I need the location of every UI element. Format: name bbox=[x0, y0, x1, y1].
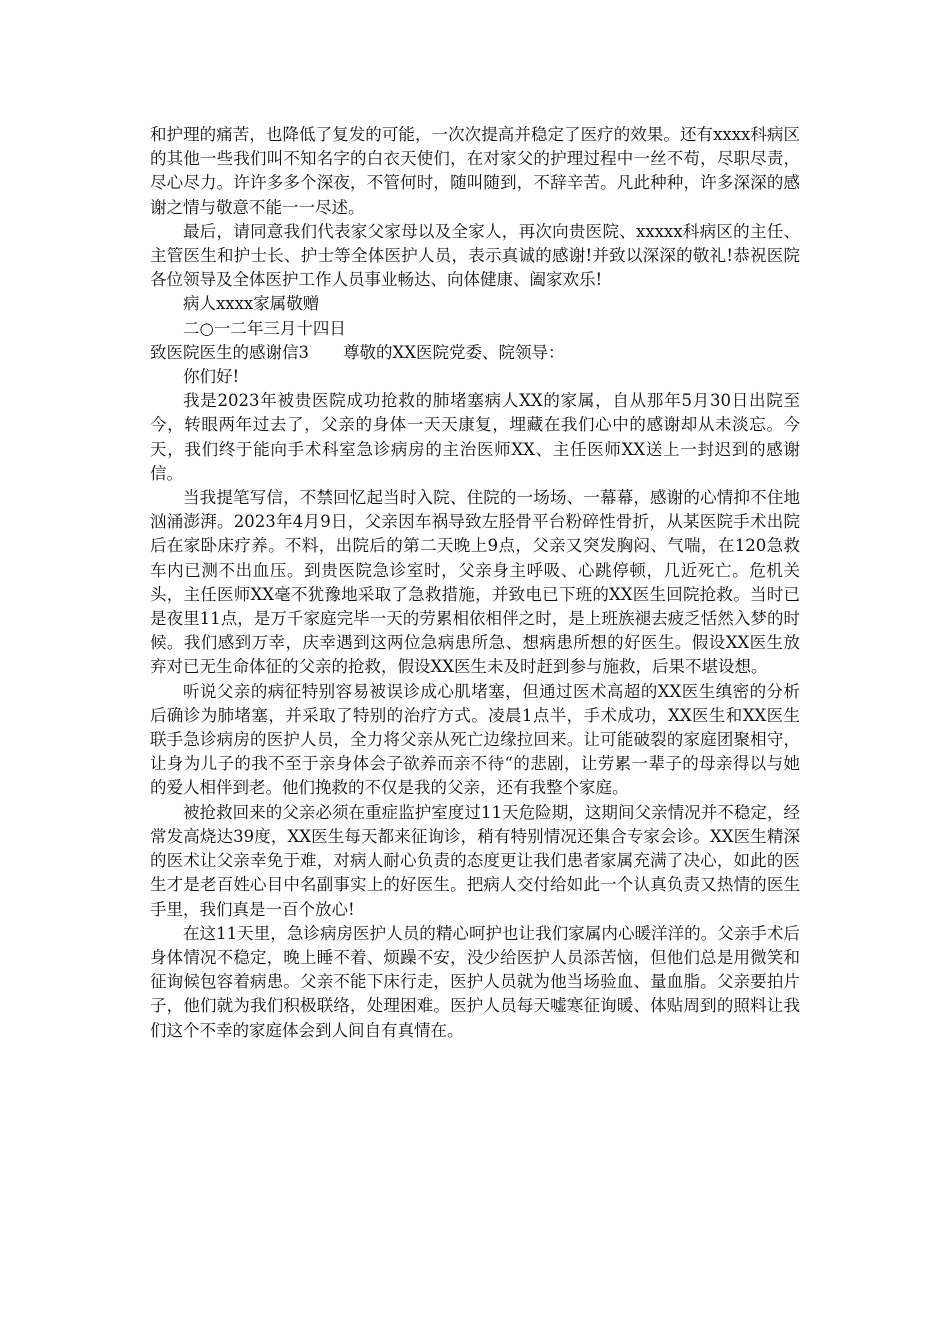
paragraph-rescue-story: 当我提笔写信，不禁回忆起当时入院、住院的一场场、一幕幕，感谢的心情抑不住地汹涌澎湃。2023年4月9日，父亲因车祸导致左胫骨平台粉碎性骨折，从某医院手术出院后在家卧床疗养。不料，出院后的第二天晚上9点，父亲又突发胸闷、气喘，在120急救车内已测不出血压。到贵医院急诊室时，父亲身主呼吸、心跳停顿，几近死亡。危机关头，主任医师XX毫不犹豫地采取了急救措施，并致电已下班的XX医生回院抢救。当时已是夜里11点，是万千家庭完毕一天的劳累相依相伴之时，是上班族褪去疲乏恬然入梦的时候。我们感到万幸，庆幸遇到这两位急病患所急、想病患所想的好医生。假设XX医生放弃对已无生命体征的父亲的抢救，假设XX医生未及时赶到参与施救，后果不堪设想。 bbox=[150, 488, 800, 677]
letter-salutation: 尊敬的XX医院党委、院领导： bbox=[343, 342, 565, 362]
paragraph-nursing-care: 在这11天里，急诊病房医护人员的精心呵护也让我们家属内心暖洋洋的。父亲手术后身体情况不稳定，晚上睡不着、烦躁不安，没少给医护人员添苦恼，但他们总是用微笑和征询候包容着病患。父亲不能下床行走，医护人员就为他当场验血、量血脂。父亲要拍片子，他们就为我们积极联络，处理困难。医护人员每天嘘寒征询暖、体贴周到的照料让我们这个不幸的家庭体会到人间自有真情在。 bbox=[150, 923, 800, 1040]
letter-title-line bbox=[150, 341, 800, 365]
greeting-line: 你们好! bbox=[183, 367, 240, 387]
paragraph-care-continuation: 和护理的痛苦，也降低了复发的可能，一次次提高并稳定了医疗的效果。还有xxxx科病区的其他一些我们叫不知名字的白衣天使们，在对家父的护理过程中一丝不苟，尽职尽责，尽心尽力。许许多多个深夜，不管何时，随叫随到，不辞辛苦。凡此种种，许多深深的感谢之情与敬意不能一一尽述。 bbox=[150, 125, 800, 217]
paragraph-closing-thanks: 最后，请同意我们代表家父家母以及全家人，再次向贵医院、xxxxx科病区的主任、主管医生和护士长、护士等全体医护人员，表示真诚的感谢!并致以深深的敬礼!恭祝医院各位领导及全体医护工作人员事业畅达、向体健康、阖家欢乐! bbox=[150, 221, 800, 290]
document-body bbox=[150, 123, 800, 1043]
paragraph-diagnosis: 听说父亲的病征特别容易被误诊成心肌堵塞，但通过医术高超的XX医生缜密的分析后确诊为肺堵塞，并采取了特别的治疗方式。凌晨1点半，手术成功，XX医生和XX医生联手急诊病房的医护人员，全力将父亲从死亡边缘拉回来。让可能破裂的家庭团聚相守，让身为儿子的我不至于亲身体会子欲养而亲不待“的悲剧，让劳累一辈子的母亲得以与她的爱人相伴到老。他们挽救的不仅是我的父亲，还有我整个家庭。 bbox=[150, 681, 800, 798]
paragraph-icu-recovery: 被抢救回来的父亲必须在重症监护室度过11天危险期，这期间父亲情况并不稳定，经常发高烧达39度，XX医生每天都来征询诊，稍有特别情况还集合专家会诊。XX医生精深的医术让父亲幸免于难，对病人耐心负责的态度更让我们患者家属充满了决心，如此的医生才是老百姓心目中名副事实上的好医生。把病人交付给如此一个认真负责又热情的医生手里，我们真是一百个放心! bbox=[150, 802, 800, 919]
date-line: 二○一二年三月十四日 bbox=[183, 318, 346, 338]
letter-title: 致医院医生的感谢信3 bbox=[150, 342, 309, 362]
signature-line: 病人xxxx家属敬赠 bbox=[183, 294, 320, 314]
paragraph-introduction: 我是2023年被贵医院成功抢救的肺堵塞病人XX的家属，自从那年5月30日出院至今，转眼两年过去了，父亲的身体一天天康复，埋藏在我们心中的感谢却从未淡忘。今天，我们终于能向手术科室急诊病房的主治医师XX、主任医师XX送上一封迟到的感谢信。 bbox=[150, 391, 800, 483]
